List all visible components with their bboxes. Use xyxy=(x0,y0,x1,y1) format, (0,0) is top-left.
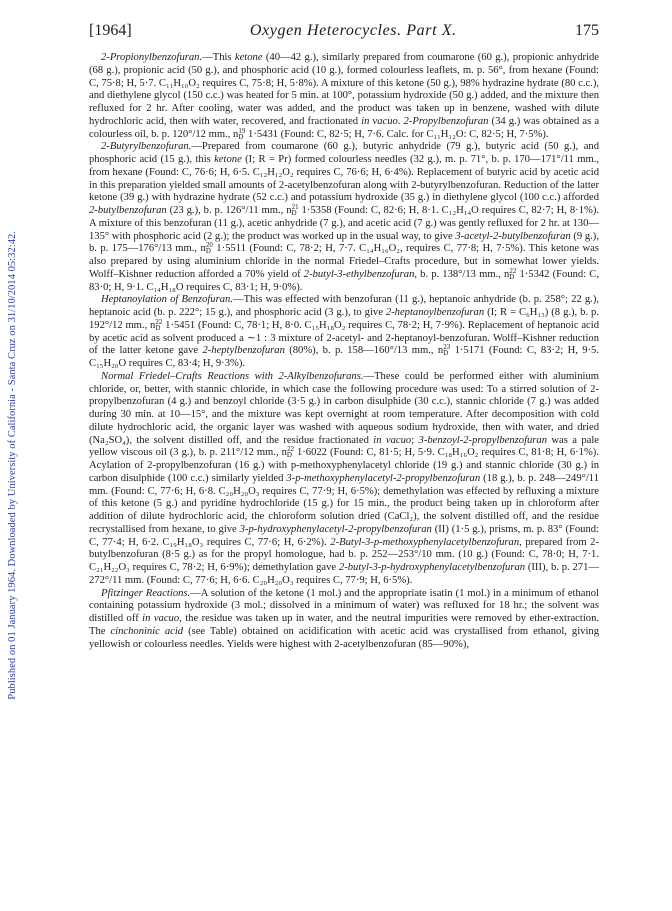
italic-run: in vacuo xyxy=(142,613,180,624)
italic-run: 3-p-hydroxyphenylacetyl-2-propylbenzofuran xyxy=(239,523,432,535)
text-run: 1·5451 (Found: C, 78·1; H, 8·0. C₁₅H₁₈O₂ requires C, 78·2; H, 7·9%). Replacement of heptanoic acid by acetic acid as solvent produced a ∼1 : 3 mixture of 2-acetyl- and 2-heptanoyl-benzofuran. Wolff–Kishner reduction of the latter ketone gave xyxy=(89,319,599,357)
text-run: 1·5171 (Found: C, 83·2; H, 9·5. C₁₅H₂₀O requires C, 83·4; H, 9·3%). xyxy=(89,345,599,369)
script-run: D xyxy=(238,132,244,141)
script-run: D xyxy=(155,323,161,332)
italic-run: 3-p-methoxyphenylacetyl-2-propylbenzofuran xyxy=(286,472,481,484)
script-run: D xyxy=(443,349,449,358)
paragraph xyxy=(89,52,599,141)
italic-run: 2-Butyrylbenzofuran. xyxy=(101,141,192,153)
text-run: (23 g.), b. p. 126°/11 mm., n xyxy=(166,205,292,216)
text-run: —This was effected with benzofuran (11 g.), heptanoic anhydride (b. p. 258°; 22 g.), heptanoic acid (b. p. 222°; 15 g.), and phosphoric acid (3 g.), to give xyxy=(89,294,599,318)
italic-run: 2-Propylbenzofuran xyxy=(403,115,489,127)
text-run: —A solution of the ketone (1 mol.) and the appropriate isatin (1 mol.) in a minimum of ethanol containing potassium hydroxide (3 mol.; dissolved in a minimum of water) was refluxed for 18 hr.; the solvent was distilled off xyxy=(89,587,599,624)
text-run: was a pale yellow viscous oil (3 g.), b. p. 211°/12 mm., n xyxy=(89,434,599,459)
download-notice: Published on 01 January 1964. Downloaded by University of California - Santa Cruz on 31/10/2014 05:32:42. xyxy=(6,230,18,700)
script-run: 22 xyxy=(286,445,294,454)
publication-watermark xyxy=(2,40,22,890)
italic-run: 2-heptanoylbenzofuran xyxy=(385,307,485,318)
text-run: (see Table) obtained on acidification with acetic acid was crystallised from ethanol, giving yellowish or colourless needles. Yields were highest with 2-acetylbenzofuran (85—90%), xyxy=(89,625,599,650)
italic-run: 2-butylbenzofuran xyxy=(89,205,167,216)
italic-run: cinchoninic acid xyxy=(110,625,184,637)
italic-run: ketone xyxy=(234,52,263,63)
script-run: 20 xyxy=(205,241,213,250)
script-run: D xyxy=(509,272,515,281)
script-run: D xyxy=(205,247,211,256)
script-run: D xyxy=(286,451,292,460)
paragraph xyxy=(89,588,599,652)
text-run: (III), b. p. 271—272°/11 mm. (Found: C, 77·6; H, 6·6. C₂₀H₂₀O₃ requires C, 77·9; H, 6·5%). xyxy=(89,562,599,586)
italic-run: 2-butyl-3-p-hydroxyphenylacetylbenzofuran xyxy=(338,562,526,573)
text-run: —This xyxy=(202,52,235,63)
text-run: , the residue was taken up in water, and the neutral impurities were removed by ether-extraction. The xyxy=(89,613,600,637)
script-run: 19 xyxy=(238,126,246,135)
paragraph xyxy=(89,141,599,294)
text-run: —Prepared from coumarone (60 g.), butyric anhydride (79 g.), butyric acid (50 g.), and phosphoric acid (15 g.), this xyxy=(89,141,599,165)
italic-run: Heptanoylation of Benzofuran. xyxy=(101,294,233,306)
paragraph xyxy=(89,294,599,371)
italic-run: in vacuo xyxy=(361,115,398,127)
text-run: (40—42 g.), similarly prepared from coumarone (60 g.), propionic anhydride (68 g.), propionic acid (50 g.), and phosphoric acid (10 g.), formed colourless leaflets, m. p. 56°, from hexane (Found: C, 75·8; H, 5·7. C₁₁H₁₀O₂ requires C, 75·8; H, 5·8%). A mixture of this ketone (50 g.), 98% hydrazine hydrate (80 c.c.), and diethylene glycol (150 c.c.) was heated for 5 min. at 100°, potassium hydroxide (50 g.) added, and the mixture then refluxed for 2 hr. After cooling, water was added, and the product was taken up in benzene, washed with dilute hydrochloric acid, then with water, recovered, and fractionated xyxy=(89,52,599,127)
article-body xyxy=(89,52,599,651)
italic-run: 2-Propionylbenzofuran. xyxy=(101,52,203,63)
italic-run: 2-Butyl-3-p-methoxyphenylacetylbenzofuran xyxy=(330,536,520,548)
paragraph xyxy=(89,371,599,588)
text-run: , b. p. 138°/13 mm., n xyxy=(414,268,510,280)
script-run: 22 xyxy=(509,266,517,275)
text-run: (80%), b. p. 158—160°/13 mm., n xyxy=(284,345,444,357)
script-run: 23 xyxy=(443,343,451,352)
text-run: ; xyxy=(411,434,419,446)
text-run: —These could be performed either with aluminium chloride, or, better, with stannic chloride, in which case the following procedure was used: To a stirred solution of 2-propylbenzofuran (4 g.) and benzoyl chloride (3·5 g.) in carbon disulphide (30 c.c.), stannic chloride (7 g.) was added during 30 min. at 10—15°, and the mixture was kept overnight at room temperature. After decomposition with cold dilute hydrochloric acid, the organic layer was washed with aqueous sodium hydroxide, then with water, and dried (Na₂SO₄), the solvent distilled off, and the residue fractionated xyxy=(89,370,599,446)
italic-run: 3-acetyl-2-butylbenzofuran xyxy=(455,230,571,242)
text-run: 1·5511 (Found: C, 78·2; H, 7·7. C₁₄H₁₆O₂, requires C, 77·8; H, 7·5%). This ketone was also prepared by using aluminium chloride in the normal Friedel–Crafts procedure, but in somewhat lower yields. Wolff–Kishner reduction afforded a 70% yield of xyxy=(89,243,599,280)
text-run: (I; R = C₆H₁₃) (8 g.), b. p. 192°/12 mm., n xyxy=(89,307,599,331)
text-run: , prepared from 2-butylbenzofuran (8·5 g.) as for the propyl homologue, had b. p. 252—253°/10 mm. (10 g.) (Found: C, 78·0; H, 7·1. C₂₁H₂₂O₃ requires C, 78·2; H, 6·9%); demethylation gave xyxy=(89,536,599,573)
text-run: . xyxy=(397,115,404,127)
text-run: (34 g.) was obtained as a colourless oil, b. p. 120°/12 mm., n xyxy=(89,115,600,140)
header-title: Oxygen Heterocycles. Part X. xyxy=(249,22,457,39)
script-run: D xyxy=(291,209,297,217)
text-run: 1·6022 (Found: C, 81·5; H, 5·9. C₁₈H₁₆O₂ requires C, 81·8; H, 6·1%). Acylation of 2-propylbenzofuran (16 g.) with p-methoxyphenylacetyl chloride (19 g.) and stannic chloride (30 g.) in carbon disulphide (100 c.c.) similarly yielded xyxy=(89,447,599,484)
script-run: 22 xyxy=(155,317,163,326)
italic-run: ketone xyxy=(214,154,242,165)
italic-run: 3-benzoyl-2-propylbenzofuran xyxy=(418,434,548,446)
running-header xyxy=(89,22,599,44)
text-run: (I; R = Pr) formed colourless needles (32 g.), m. p. 71°, b. p. 170—171°/11 mm., from hexane (Found: C, 76·6; H, 6·5. C₁₂H₁₂O₂ requires C, 76·6; H, 6·4%). Replacement of butyric acid by acetic acid in this preparation yielded small amounts of 2-acetylbenzofuran along with 2-butyrylbenzofuran. Reduction of the latter ketone (39 g.) with hydrazine hydrate (52 c.c.) and potassium hydroxide (35 g.) in diethylene glycol (100 c.c.) afforded xyxy=(89,154,599,204)
script-run: 21 xyxy=(291,203,299,211)
header-year: [1964] xyxy=(89,22,132,39)
text-run: (18 g.), b. p. 248—249°/11 mm. (Found: C, 77·6; H, 6·8. C₂₀H₂₀O₃ requires C, 77·9; H, 6·5%); demethylation was effected by refluxing a mixture of this ketone (5 g.) and pyridine hydrochloride (15 g.) for 15 min., the product being taken up in chloroform after addition of dilute hydrochloric acid, the chloroform solution dried (CaCl₂), the solvent distilled off, and the residue recrystallised from hexane, to give xyxy=(89,472,599,535)
text-run: (II) (1·5 g.), prisms, m. p. 83° (Found: C, 77·4; H, 6·2. C₁₉H₁₈O₃ requires C, 77·6; H, 6·2%). xyxy=(89,523,599,548)
text-run: 1·5431 (Found: C, 82·5; H, 7·6. Calc. for C₁₁H₁₂O: C, 82·5; H, 7·5%). xyxy=(245,128,549,140)
italic-run: 2-butyl-3-ethylbenzofuran xyxy=(303,268,415,280)
italic-run: 2-heptylbenzofuran xyxy=(202,345,285,357)
italic-run: in vacuo xyxy=(373,434,412,446)
text-run: (9 g.), b. p. 175—176°/13 mm., n xyxy=(89,230,599,255)
text-run: 1·5342 (Found: C, 83·0; H, 9·1. C₁₄H₁₈O requires C, 83·1; H, 9·0%). xyxy=(89,268,599,293)
italic-run: Pfitzinger Reactions. xyxy=(101,587,191,599)
page-number: 175 xyxy=(574,22,599,39)
text-run: 1·5358 (Found: C, 82·6; H, 8·1. C₁₂H₁₄O requires C, 82·7; H, 8·1%). A mixture of this benzofuran (11 g.), acetic anhydride (7 g.), and acetic acid (7 g.) was gently refluxed for 2 hr. at 130—135° with phosphoric acid (2 g.); the product was worked up in the usual way, to give xyxy=(89,205,599,242)
italic-run: Normal Friedel–Crafts Reactions with 2-Alkylbenzofurans. xyxy=(101,370,364,382)
